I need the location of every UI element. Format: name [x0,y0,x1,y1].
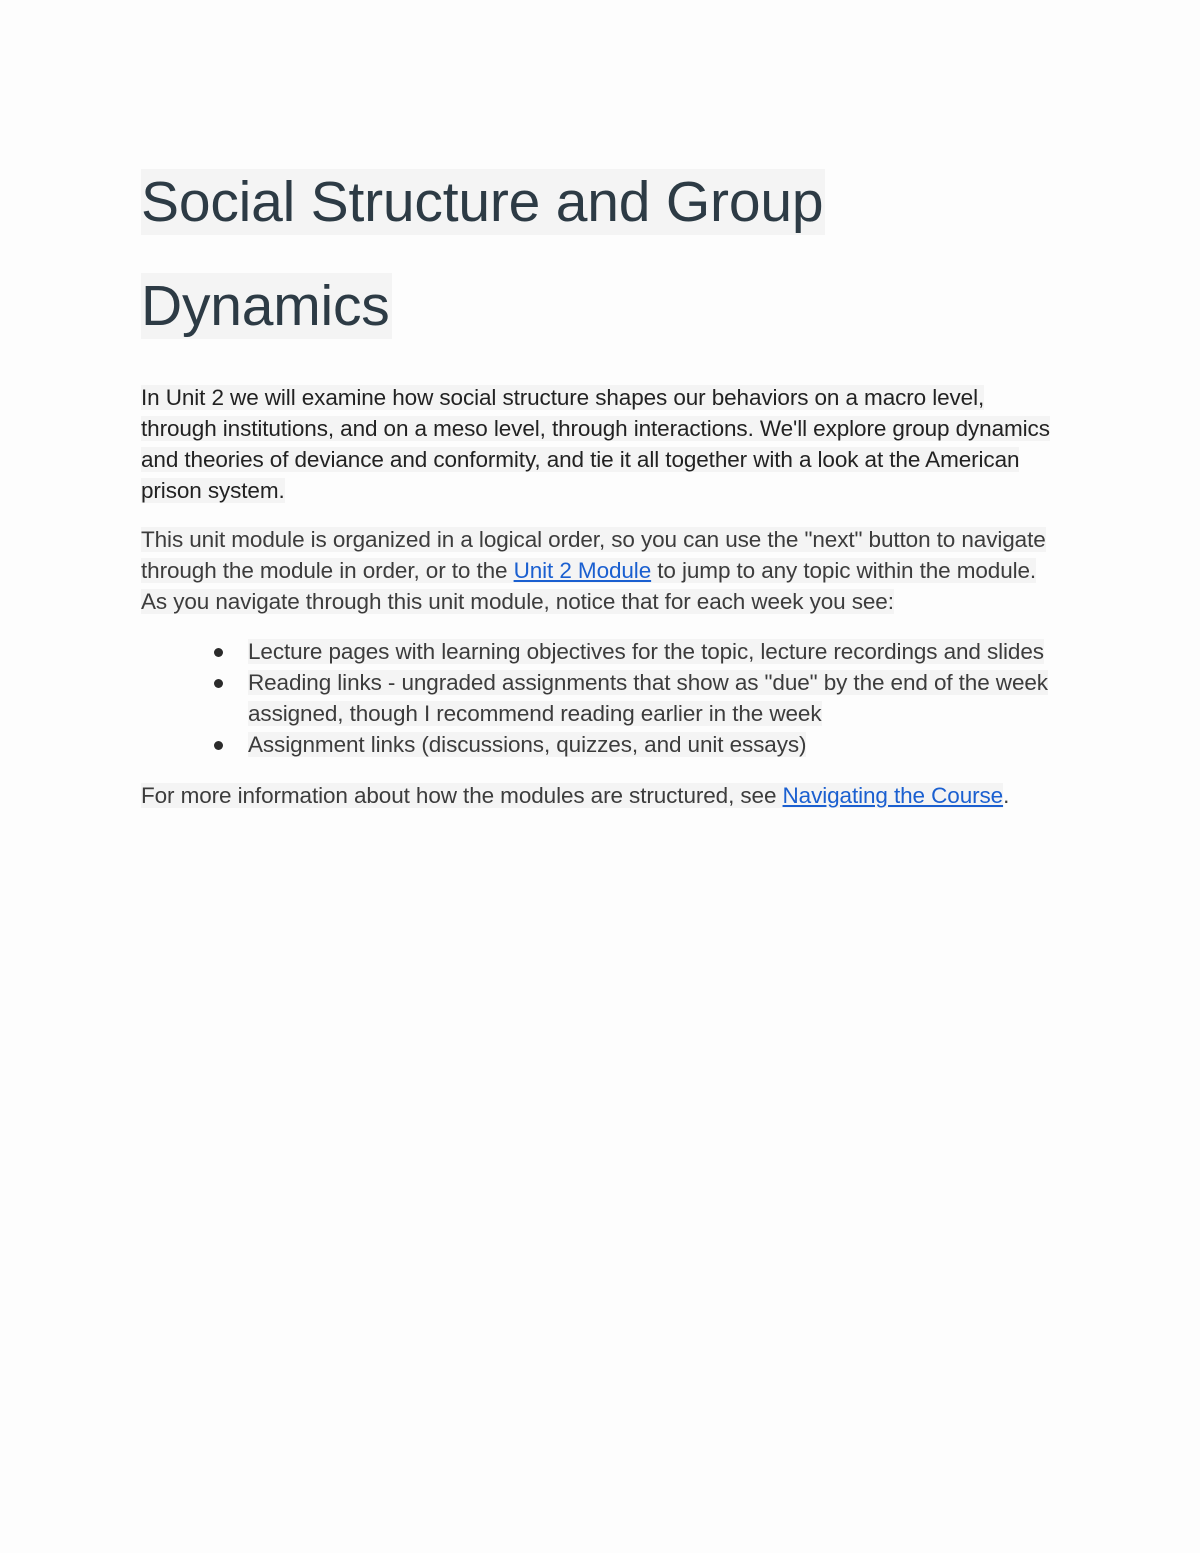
list-item [248,636,1061,667]
organization-text-before-link: This unit module is organized in a logical order, so you can use the "next" button to navigate through the module in order, or to the [141,527,1046,583]
organization-paragraph-highlight [141,527,1046,614]
list-item-text: Lecture pages with learning objectives for the topic, lecture recordings and slides [248,639,1044,664]
list-item-text: Reading links - ungraded assignments that show as "due" by the end of the week assigned, though I recommend reading earlier in the week [248,670,1048,726]
more-info-paragraph [141,780,1061,811]
list-item [248,667,1061,729]
organization-text-after-link: to jump to any topic within the module. As you navigate through this unit module, notice that for each week you see: [141,558,1037,614]
more-info-text-before-link: For more information about how the modules are structured, see [141,783,783,808]
page-title-text: Social Structure and Group Dynamics [141,170,824,338]
bullet-dot-icon [214,648,223,657]
list-item-text: Assignment links (discussions, quizzes, and unit essays) [248,732,807,757]
bullet-dot-icon [214,679,223,688]
intro-paragraph [141,382,1061,506]
page-title [141,150,1061,358]
navigating-the-course-link[interactable]: Navigating the Course [782,783,1004,808]
unit-2-module-link[interactable]: Unit 2 Module [513,558,652,583]
more-info-paragraph-highlight [141,783,1003,808]
organization-paragraph [141,524,1061,617]
intro-paragraph-text: In Unit 2 we will examine how social structure shapes our behaviors on a macro level, through institutions, and on a meso level, through interactions. We'll explore group dynamics and theories of deviance and conformity, and tie it all together with a look at the American prison system. [141,385,1050,503]
bullet-dot-icon [214,741,223,750]
weekly-items-list [141,636,1061,760]
more-info-text-after-link: . [1003,783,1010,808]
list-item [248,729,1061,760]
document-content [141,150,1061,811]
